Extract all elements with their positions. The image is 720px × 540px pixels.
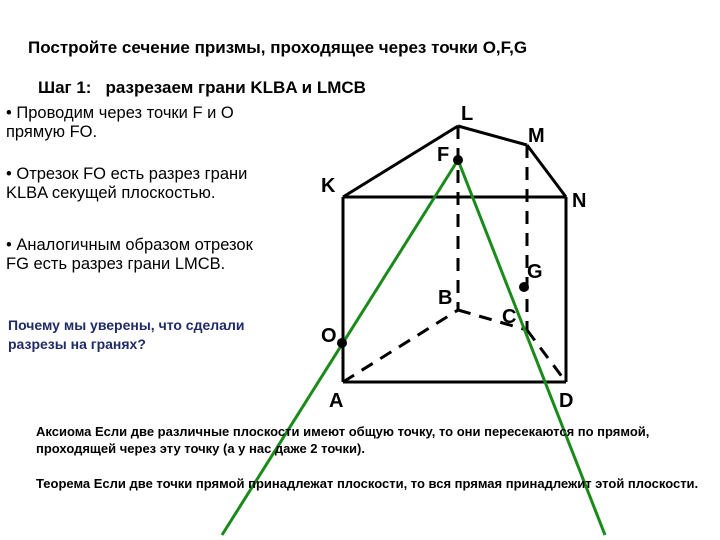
point-G [519, 282, 529, 292]
label-C: C [502, 306, 517, 328]
label-B: B [438, 287, 453, 309]
label-K: K [321, 175, 336, 197]
label-L: L [461, 103, 474, 125]
edge-AB [343, 310, 458, 382]
bullet-fo-segment: • Отрезок FO есть разрез грани KLBA секущей плоскостью. [6, 165, 248, 202]
point-F [453, 155, 463, 165]
label-O: O [321, 325, 337, 347]
question-text: Почему мы уверены, что сделали разрезы на гранях? [8, 317, 245, 352]
point-O [337, 338, 347, 348]
theorem-text: Теорема Если две точки прямой принадлежат плоскости, то вся прямая принадлежит этой плоскости. [36, 476, 699, 491]
label-N: N [572, 190, 587, 212]
step-text: разрезаем грани KLBA и LMCB [105, 78, 366, 97]
axiom-text: Аксиома Если две различные плоскости имеют общую точку, то они пересекаются по прямой, проходящей через эту точку (а у нас даже 2 точки). [36, 424, 650, 456]
edge-MN [527, 145, 566, 197]
label-A: A [329, 390, 344, 412]
label-G: G [527, 261, 543, 283]
edge-LM [458, 126, 527, 145]
page-title: Постройте сечение призмы, проходящее через точки O,F,G [28, 38, 528, 57]
bullet-fo-line: • Проводим через точки F и О прямую FO. [6, 104, 234, 141]
edge-CD [527, 330, 566, 382]
label-F: F [437, 144, 450, 166]
step-label: Шаг 1: [38, 78, 92, 97]
label-D: D [559, 390, 574, 412]
label-M: M [528, 125, 545, 147]
bullet-fg-segment: • Аналогичным образом отрезок FG есть разрез грани LMCB. [6, 236, 253, 273]
